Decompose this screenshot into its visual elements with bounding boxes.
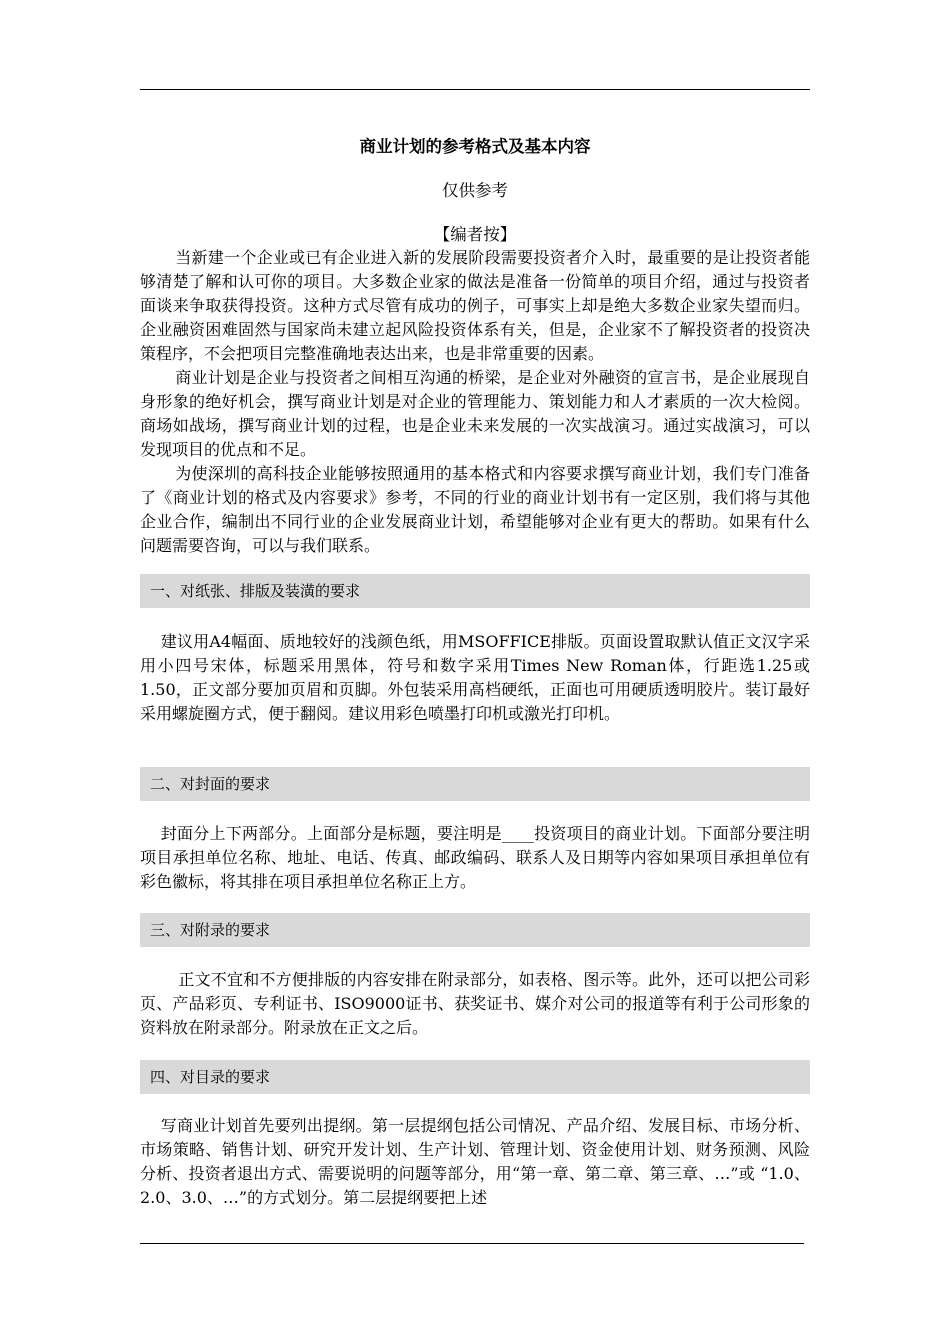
editor-note-paragraph: 为使深圳的高科技企业能够按照通用的基本格式和内容要求撰写商业计划，我们专门准备了《商业计划的格式及内容要求》参考，不同的行业的商业计划书有一定区别，我们将与其他企业合作，编制出不同行业的企业发展商业计划，希望能够对企业有更大的帮助。如果有什么问题需要咨询，可以与我们联系。 [140, 464, 810, 555]
section-body-appendix [140, 968, 810, 1040]
section-heading-cover: 二、对封面的要求 [140, 767, 810, 801]
section-heading-appendix: 三、对附录的要求 [140, 913, 810, 947]
header-rule [140, 89, 810, 90]
editor-note-label: 【编者按】 [433, 225, 517, 244]
editor-note-body [140, 246, 810, 558]
document-title: 商业计划的参考格式及基本内容 [359, 137, 591, 156]
section-paragraph: 建议用A4幅面、质地较好的浅颜色纸，用MSOFFICE排版。页面设置取默认值正文汉字采用小四号宋体，标题采用黑体，符号和数字采用Times New Roman体，行距选1.25或1.50，正文部分要加页眉和页脚。外包装采用高档硬纸，正面也可用硬质透明胶片。装订最好采用螺旋圈方式，便于翻阅。建议用彩色喷墨打印机或激光打印机。 [140, 632, 810, 723]
section-paragraph: 写商业计划首先要列出提纲。第一层提纲包括公司情况、产品介绍、发展目标、市场分析、市场策略、销售计划、研究开发计划、生产计划、管理计划、资金使用计划、财务预测、风险分析、投资者退出方式、需要说明的问题等部分，用“第一章、第二章、第三章、…”或 “1.0、2.0、3.0、…”的方式划分。第二层提纲要把上述 [140, 1116, 810, 1207]
section-heading-toc: 四、对目录的要求 [140, 1060, 810, 1094]
section-heading-paper: 一、对纸张、排版及装潢的要求 [140, 574, 810, 608]
section-paragraph: 正文不宜和不方便排版的内容安排在附录部分，如表格、图示等。此外，还可以把公司彩页、产品彩页、专利证书、ISO9000证书、获奖证书、媒介对公司的报道等有利于公司形象的资料放在附录部分。附录放在正文之后。 [140, 970, 810, 1037]
section-paragraph: 封面分上下两部分。上面部分是标题，要注明是____投资项目的商业计划。下面部分要注明项目承担单位名称、地址、电话、传真、邮政编码、联系人及日期等内容如果项目承担单位有彩色徽标，将其排在项目承担单位名称正上方。 [140, 824, 810, 891]
editor-note-paragraph: 商业计划是企业与投资者之间相互沟通的桥梁，是企业对外融资的宣言书，是企业展现自身形象的绝好机会，撰写商业计划是对企业的管理能力、策划能力和人才素质的一次大检阅。商场如战场，撰写商业计划的过程，也是企业未来发展的一次实战演习。通过实战演习，可以发现项目的优点和不足。 [140, 368, 810, 459]
editor-note-paragraph: 当新建一个企业或已有企业进入新的发展阶段需要投资者介入时，最重要的是让投资者能够清楚了解和认可你的项目。大多数企业家的做法是准备一份简单的项目介绍，通过与投资者面谈来争取获得投资。这种方式尽管有成功的例子，可事实上却是绝大多数企业家失望而归。企业融资困难固然与国家尚未建立起风险投资体系有关，但是，企业家不了解投资者的投资决策程序，不会把项目完整准确地表达出来，也是非常重要的因素。 [140, 248, 810, 363]
section-body-paper [140, 630, 810, 726]
section-body-toc [140, 1114, 810, 1210]
footer-rule [140, 1243, 804, 1244]
document-page [140, 0, 810, 1344]
section-body-cover [140, 822, 810, 894]
document-subtitle: 仅供参考 [442, 181, 508, 200]
